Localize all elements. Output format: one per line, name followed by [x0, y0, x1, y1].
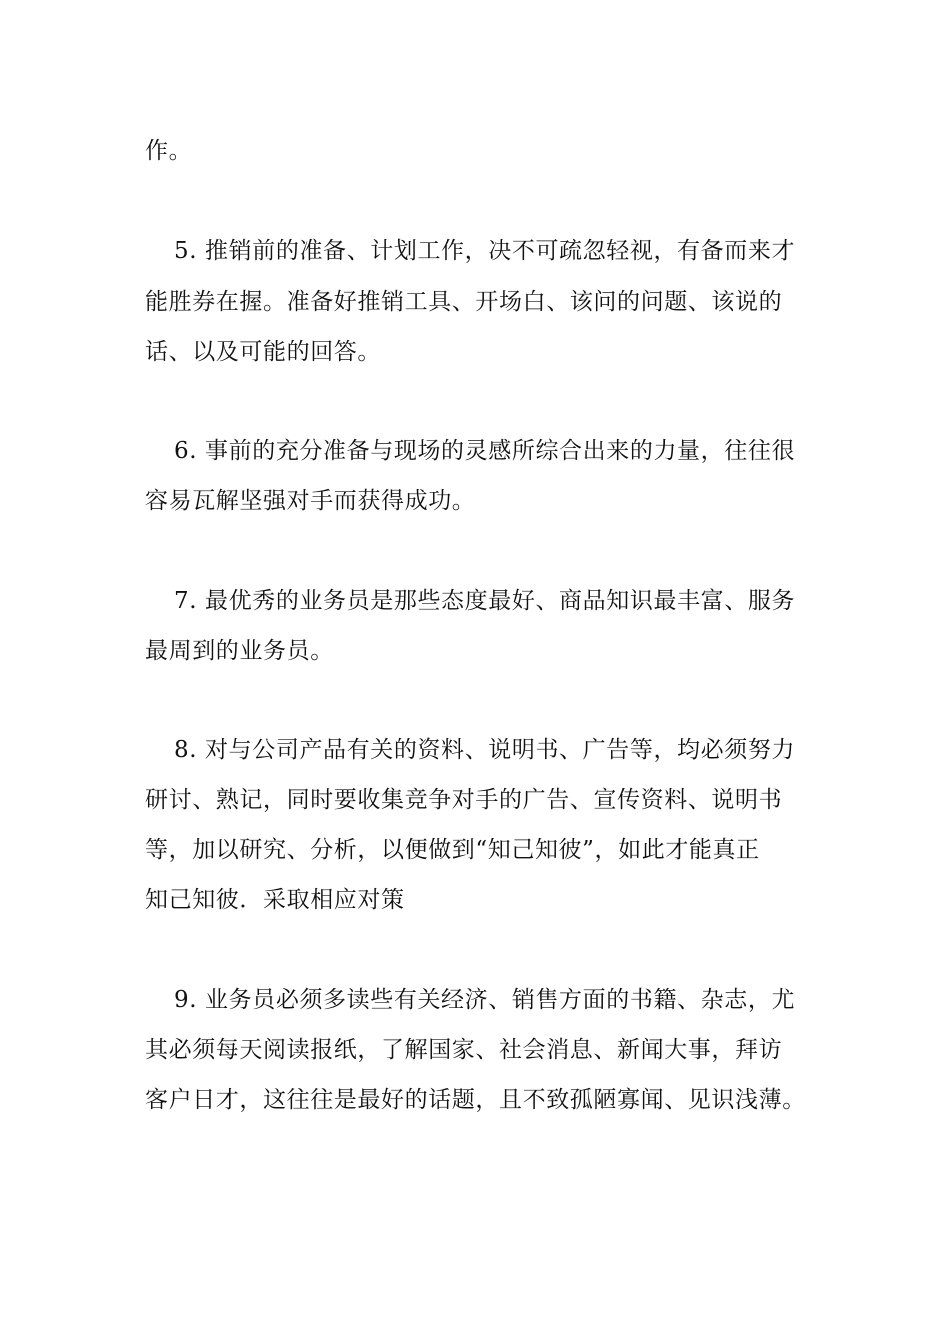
paragraph-9-line-2: 其必须每天阅读报纸，了解国家、社会消息、新闻大事，拜访	[145, 1037, 783, 1063]
paragraph-7-line-1: 7. 最优秀的业务员是那些态度最好、商品知识最丰富、服务	[174, 588, 796, 614]
paragraph-6-line-2: 容易瓦解坚强对手而获得成功。	[145, 488, 476, 514]
paragraph-8-line-4: 知己知彼．采取相应对策	[145, 887, 405, 913]
paragraph-5-line-1: 5. 推销前的准备、计划工作，决不可疏忽轻视，有备而来才	[174, 238, 796, 264]
paragraph-8-line-2: 研讨、熟记，同时要收集竞争对手的广告、宣传资料、说明书	[145, 787, 783, 813]
paragraph-5-line-3: 话、以及可能的回答。	[145, 339, 381, 365]
paragraph-7-line-2: 最周到的业务员。	[145, 638, 334, 664]
paragraph-6-line-1: 6. 事前的充分准备与现场的灵感所综合出来的力量，往往很	[174, 438, 796, 464]
paragraph-9-line-3: 客户日才，这往往是最好的话题，且不致孤陋寡闻、见识浅薄。	[145, 1087, 806, 1113]
paragraph-4-line-end: 作。	[145, 138, 193, 164]
paragraph-9-line-1: 9. 业务员必须多读些有关经济、销售方面的书籍、杂志，尤	[174, 987, 796, 1013]
paragraph-5-line-2: 能胜券在握。准备好推销工具、开场白、该问的问题、该说的	[145, 289, 783, 315]
paragraph-8-line-1: 8. 对与公司产品有关的资料、说明书、广告等，均必须努力	[174, 737, 796, 763]
paragraph-8-line-3: 等，加以研究、分析，以便做到“知己知彼”，如此才能真正	[145, 837, 760, 863]
